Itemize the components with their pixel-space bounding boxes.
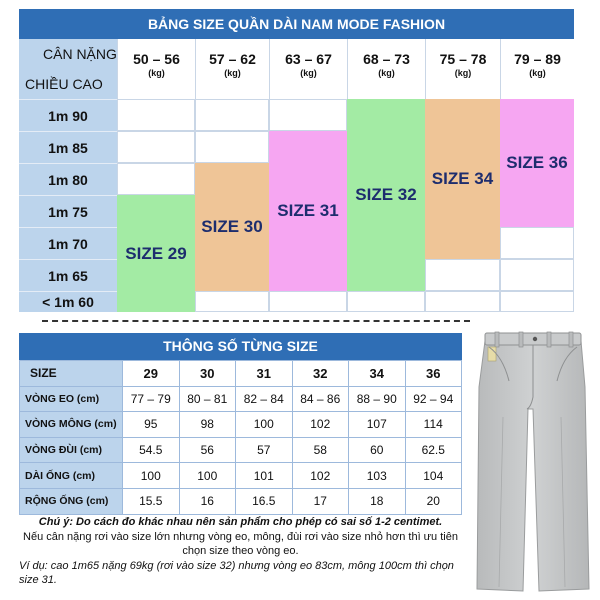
size-block: SIZE 36 [500, 99, 574, 227]
weight-range: 63 – 67 [285, 51, 332, 67]
weight-col-header [347, 39, 425, 99]
grid-cell [269, 291, 347, 312]
trousers-icon [473, 327, 591, 595]
table-cell: 82 – 84 [236, 386, 293, 412]
size-col-header: 31 [236, 361, 293, 387]
grid-cell [117, 99, 195, 131]
weight-range: 50 – 56 [133, 51, 180, 67]
weight-range: 75 – 78 [439, 51, 487, 67]
table-row [20, 488, 462, 514]
grid-cell [195, 99, 269, 131]
table-cell: 18 [349, 488, 406, 514]
weight-unit: (kg) [378, 68, 395, 78]
table-cell: 56 [179, 437, 236, 463]
row-label: VÒNG ĐÙI (cm) [20, 437, 123, 463]
header-label: SIZE [20, 361, 123, 387]
table-cell: 84 – 86 [292, 386, 349, 412]
table-cell: 102 [292, 412, 349, 438]
height-label: CHIỀU CAO [19, 69, 117, 99]
measurement-table-title: THÔNG SỐ TỪNG SIZE [19, 333, 462, 360]
table-cell: 57 [236, 437, 293, 463]
table-cell: 95 [123, 412, 180, 438]
weight-col-header [500, 39, 574, 99]
table-cell: 103 [349, 463, 406, 489]
height-row-header: 1m 85 [19, 131, 117, 163]
size-col-header: 30 [179, 361, 236, 387]
note-line-3: Ví dụ: cao 1m65 nặng 69kg (rơi vào size 32) nhưng vòng eo 83cm, mông 100cm thì chọn size 31. [19, 559, 454, 586]
table-cell: 101 [236, 463, 293, 489]
table-row [20, 386, 462, 412]
height-row-header: 1m 70 [19, 227, 117, 259]
height-row-header: 1m 90 [19, 99, 117, 131]
weight-col-header [425, 39, 500, 99]
table-cell: 58 [292, 437, 349, 463]
weight-unit: (kg) [300, 68, 317, 78]
size-col-header: 36 [405, 361, 462, 387]
table-cell: 100 [123, 463, 180, 489]
weight-col-header [117, 39, 195, 99]
note-line-2: Nếu cân nặng rơi vào size lớn nhưng vòng eo, mông, đùi rơi vào size nhỏ hơn thì ưu tiên chọn size theo vòng eo. [23, 530, 458, 557]
table-row [20, 412, 462, 438]
table-cell: 100 [236, 412, 293, 438]
grid-cell [195, 131, 269, 163]
table-cell: 77 – 79 [123, 386, 180, 412]
table-cell: 92 – 94 [405, 386, 462, 412]
table-row [20, 437, 462, 463]
table-cell: 16 [179, 488, 236, 514]
height-row-header: 1m 80 [19, 163, 117, 195]
grid-cell [195, 291, 269, 312]
weight-range: 68 – 73 [363, 51, 410, 67]
size-block: SIZE 32 [347, 99, 425, 291]
weight-label: CÂN NẶNG [19, 39, 117, 69]
height-row-header: 1m 75 [19, 195, 117, 227]
row-label: VÒNG EO (cm) [20, 386, 123, 412]
grid-cell [500, 259, 574, 291]
table-cell: 88 – 90 [349, 386, 406, 412]
grid-cell [347, 291, 425, 312]
table-cell: 15.5 [123, 488, 180, 514]
table-header-row [20, 361, 462, 387]
weight-col-header [269, 39, 347, 99]
table-cell: 54.5 [123, 437, 180, 463]
size-col-header: 29 [123, 361, 180, 387]
table-cell: 60 [349, 437, 406, 463]
table-cell: 80 – 81 [179, 386, 236, 412]
note-block [19, 515, 462, 588]
weight-unit: (kg) [454, 68, 472, 78]
size-block: SIZE 31 [269, 131, 347, 291]
table-cell: 16.5 [236, 488, 293, 514]
table-cell: 104 [405, 463, 462, 489]
size-col-header: 32 [292, 361, 349, 387]
weight-unit: (kg) [148, 68, 165, 78]
table-cell: 100 [179, 463, 236, 489]
row-label: RỘNG ỐNG (cm) [20, 488, 123, 514]
grid-cell [500, 291, 574, 312]
size-chart [19, 9, 574, 312]
weight-range: 79 – 89 [514, 51, 561, 67]
dashed-divider [42, 320, 470, 322]
grid-cell [269, 99, 347, 131]
spec-table [19, 360, 462, 515]
table-cell: 62.5 [405, 437, 462, 463]
size-block: SIZE 30 [195, 163, 269, 291]
table-cell: 102 [292, 463, 349, 489]
table-row [20, 463, 462, 489]
size-block: SIZE 29 [117, 195, 195, 312]
height-row-header: < 1m 60 [19, 291, 117, 312]
table-cell: 20 [405, 488, 462, 514]
grid-cell [117, 131, 195, 163]
size-block: SIZE 34 [425, 99, 500, 259]
height-row-header: 1m 65 [19, 259, 117, 291]
size-col-header: 34 [349, 361, 406, 387]
weight-unit: (kg) [529, 68, 546, 78]
table-cell: 17 [292, 488, 349, 514]
weight-range: 57 – 62 [209, 51, 256, 67]
size-chart-title: BẢNG SIZE QUẦN DÀI NAM MODE FASHION [19, 9, 574, 39]
table-cell: 98 [179, 412, 236, 438]
table-cell: 114 [405, 412, 462, 438]
row-label: DÀI ỐNG (cm) [20, 463, 123, 489]
note-line-1: Chú ý: Do cách đo khác nhau nên sản phẩm cho phép có sai số 1-2 centimet. [38, 516, 443, 528]
weight-col-header [195, 39, 269, 99]
grid-cell [425, 259, 500, 291]
grid-cell [117, 163, 195, 195]
grid-cell [425, 291, 500, 312]
grid-cell [500, 227, 574, 259]
table-cell: 107 [349, 412, 406, 438]
row-label: VÒNG MÔNG (cm) [20, 412, 123, 438]
weight-unit: (kg) [224, 68, 241, 78]
